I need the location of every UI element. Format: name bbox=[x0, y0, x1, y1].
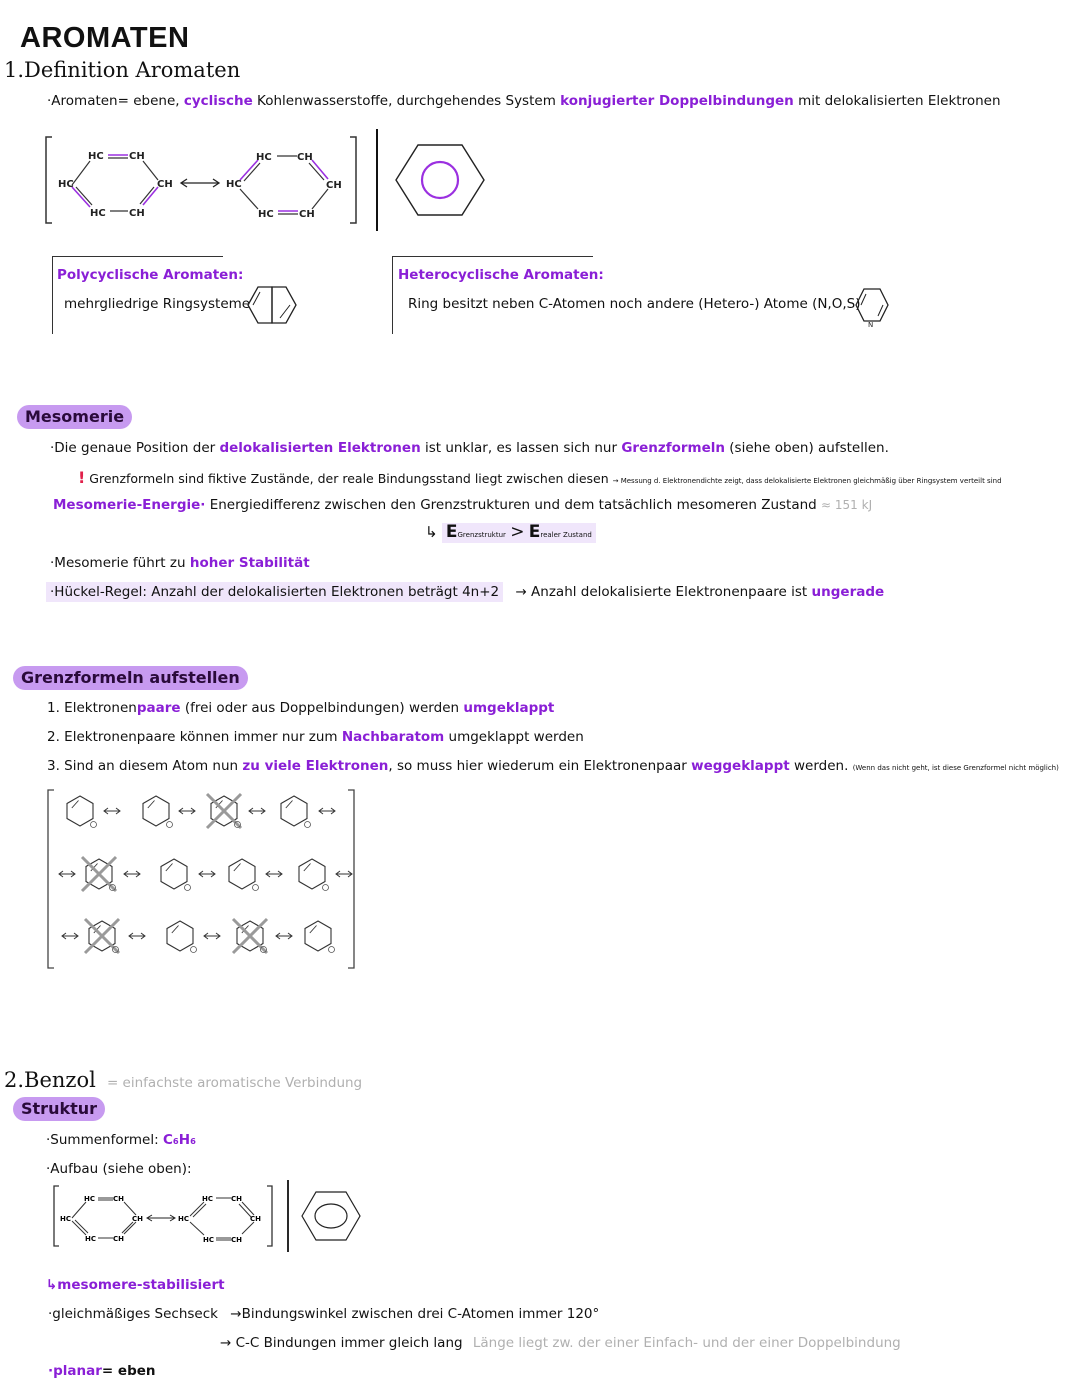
formula-e1: E bbox=[445, 522, 458, 542]
meso-l2: Grenzformeln sind fiktive Zustände, der reale Bindungsstand liegt zwischen diesen bbox=[89, 471, 609, 486]
six-a: ·gleichmäßiges Sechseck bbox=[48, 1306, 218, 1322]
resonance-structure-1-2 bbox=[143, 796, 169, 826]
g-s3-a: 3. Sind an diesem Atom nun bbox=[47, 758, 239, 774]
double-bond bbox=[234, 864, 241, 872]
struktur-pill: Struktur bbox=[13, 1097, 105, 1121]
atom-label-ch: CH bbox=[113, 1235, 124, 1243]
double-bond bbox=[304, 864, 311, 872]
resonance-structure-3-4 bbox=[305, 921, 331, 951]
bracket-right bbox=[350, 137, 356, 223]
grenz-step2 bbox=[47, 729, 584, 745]
charge-icon bbox=[91, 822, 97, 828]
energy-label: Mesomerie-Energie· bbox=[53, 497, 206, 513]
double-bond bbox=[172, 926, 179, 934]
benzene-icon bbox=[302, 1192, 360, 1240]
charge-icon bbox=[305, 822, 311, 828]
meso-l1-d: Grenzformeln bbox=[621, 440, 725, 456]
cc-note: Länge liegt zw. der einer Einfach- und der einer Doppelbindung bbox=[472, 1335, 901, 1351]
grenz-step3 bbox=[47, 758, 1059, 774]
meso-l1-b: delokalisierten Elektronen bbox=[219, 440, 421, 456]
atom-label-hc: HC bbox=[60, 1215, 71, 1223]
kekule-ring-1 bbox=[58, 151, 173, 219]
mesomerie-line1 bbox=[50, 440, 889, 456]
double-bond bbox=[310, 926, 317, 934]
resonance-structure-2-3 bbox=[229, 859, 255, 889]
benzene-icon bbox=[396, 145, 484, 215]
energy-formula bbox=[425, 522, 596, 542]
planar-b: = eben bbox=[101, 1363, 156, 1379]
double-bond bbox=[148, 801, 155, 809]
atom-label-ch: CH bbox=[113, 1195, 124, 1203]
section2-heading: 2.Benzol bbox=[4, 1068, 96, 1092]
planar-a: ·planar bbox=[48, 1363, 102, 1379]
formula-box bbox=[442, 523, 596, 543]
def-cyclic: cyclische bbox=[183, 93, 253, 109]
atom-label-hc: HC bbox=[203, 1236, 214, 1244]
resonance-structure-1-4 bbox=[281, 796, 307, 826]
resonance-structure-3-2 bbox=[167, 921, 193, 951]
g-s3-e: werden. bbox=[794, 758, 849, 774]
atom-label-ch: CH bbox=[297, 152, 313, 163]
g-s3-c: , so muss hier wiederum ein Elektronenpaar bbox=[388, 758, 687, 774]
grenz-step1 bbox=[47, 700, 554, 716]
bracket-left bbox=[46, 137, 52, 223]
charge-icon bbox=[191, 947, 197, 953]
resonance-structure-1-1 bbox=[67, 796, 93, 826]
g-s1-c: (frei oder aus Doppelbindungen) werden bbox=[184, 700, 460, 716]
sum-label: ·Summenformel: bbox=[46, 1132, 159, 1148]
atom-label-hc: HC bbox=[202, 1195, 213, 1203]
def-mid: Kohlenwasserstoffe, durchgehendes System bbox=[257, 93, 556, 109]
resonance-arrow bbox=[181, 179, 219, 187]
hueckel-arrow: → Anzahl delokalisierte Elektronenpaare ist bbox=[515, 584, 808, 600]
kekule-structures-bottom bbox=[50, 1178, 380, 1254]
formula-arrow: ↳ bbox=[425, 523, 438, 541]
atom-label-hc: HC bbox=[178, 1215, 189, 1223]
charge-icon bbox=[185, 885, 191, 891]
mesomerie-line2 bbox=[78, 468, 1002, 487]
page-title: AROMATEN bbox=[20, 22, 190, 54]
warning-mark: ! bbox=[78, 468, 86, 487]
atom-label-hc: HC bbox=[258, 209, 274, 220]
mesomerie-pill: Mesomerie bbox=[17, 405, 132, 429]
atom-label-ch: CH bbox=[231, 1195, 242, 1203]
kekule-structures-top bbox=[40, 125, 500, 235]
aufbau-line: ·Aufbau (siehe oben): bbox=[46, 1161, 192, 1177]
resonance-structure-2-4 bbox=[299, 859, 325, 889]
atom-label-ch: CH bbox=[132, 1215, 143, 1223]
hueckel-rule: ·Hückel-Regel: Anzahl der delokalisierten Elektronen beträgt 4n+2 bbox=[46, 582, 503, 602]
stability-line bbox=[50, 555, 310, 571]
g-s2-a: 2. Elektronenpaare können immer nur zum bbox=[47, 729, 338, 745]
cc-bond-line bbox=[220, 1335, 901, 1351]
hexagon-line bbox=[48, 1306, 599, 1322]
atom-label-hc: HC bbox=[85, 1235, 96, 1243]
atom-label-ch: CH bbox=[157, 179, 173, 190]
def-prefix: ·Aromaten= ebene, bbox=[47, 93, 180, 109]
six-b: →Bindungswinkel zwischen drei C-Atomen immer 120° bbox=[230, 1306, 600, 1322]
formula-gt: > bbox=[510, 522, 525, 542]
hueckel-odd: ungerade bbox=[811, 584, 885, 600]
meso-l1-a: ·Die genaue Position der bbox=[50, 440, 216, 456]
charge-icon bbox=[323, 885, 329, 891]
energy-text: Energiedifferenz zwischen den Grenzstrukturen und dem tatsächlich mesomeren Zustand bbox=[209, 497, 817, 513]
g-s2-b: Nachbaratom bbox=[341, 729, 445, 745]
charge-icon bbox=[329, 947, 335, 953]
atom-label-hc: HC bbox=[226, 179, 242, 190]
kekule-ring-2 bbox=[226, 152, 342, 220]
g-s1-d: umgeklappt bbox=[463, 700, 555, 716]
hueckel-line bbox=[46, 584, 884, 600]
section2-heading-row bbox=[4, 1068, 362, 1092]
formula-sub1: Grenzstruktur bbox=[457, 531, 506, 539]
formula-sub2: realer Zustand bbox=[540, 531, 592, 539]
meso-l1-e: (siehe oben) aufstellen. bbox=[729, 440, 889, 456]
atom-label-hc: HC bbox=[58, 179, 74, 190]
energy-value: ≈ 151 kJ bbox=[821, 498, 873, 512]
mesomer-stabilized: ↳mesomere-stabilisiert bbox=[46, 1277, 225, 1293]
g-s1-a: 1. Elektronen bbox=[47, 700, 137, 716]
def-suffix: mit delokalisierten Elektronen bbox=[798, 93, 1001, 109]
atom-label-hc: HC bbox=[90, 208, 106, 219]
g-s2-c: umgeklappt werden bbox=[448, 729, 584, 745]
double-bond bbox=[286, 801, 293, 809]
atom-label-hc: HC bbox=[256, 152, 272, 163]
stab-a: ·Mesomerie führt zu bbox=[50, 555, 186, 571]
stab-b: hoher Stabilität bbox=[189, 555, 310, 571]
g-s3-note: (Wenn das nicht geht, ist diese Grenzformel nicht möglich) bbox=[852, 764, 1059, 772]
double-bond bbox=[72, 801, 79, 809]
atom-label-hc: HC bbox=[84, 1195, 95, 1203]
atom-label-ch: CH bbox=[299, 209, 315, 220]
def-conjugated: konjugierter Doppelbindungen bbox=[560, 93, 794, 109]
grenzformeln-pill: Grenzformeln aufstellen bbox=[13, 666, 248, 690]
polycyclic-title: Polycyclische Aromaten: bbox=[57, 267, 244, 283]
pyridine-icon bbox=[852, 283, 892, 327]
resonance-structures-grid bbox=[44, 786, 364, 972]
atom-label-ch: CH bbox=[129, 151, 145, 162]
sum-value: C₆H₆ bbox=[162, 1132, 197, 1148]
atom-label-ch: CH bbox=[129, 208, 145, 219]
formula-e2: E bbox=[528, 522, 541, 542]
meso-l2-note: → Messung d. Elektronendichte zeigt, dass delokalisierte Elektronen gleichmäßig über Ringsystem verteilt sind bbox=[612, 477, 1002, 485]
pyridine-n-label: N bbox=[868, 321, 874, 329]
section1-heading: 1.Definition Aromaten bbox=[4, 58, 241, 82]
g-s3-b: zu viele Elektronen bbox=[242, 758, 389, 774]
atom-label-ch: CH bbox=[326, 180, 342, 191]
polycyclic-text: mehrgliedrige Ringsysteme bbox=[64, 296, 251, 312]
atom-label-hc: HC bbox=[88, 151, 104, 162]
planar-line bbox=[48, 1363, 156, 1379]
resonance-structure-2-2 bbox=[161, 859, 187, 889]
double-bond bbox=[166, 864, 173, 872]
charge-icon bbox=[167, 822, 173, 828]
atom-label-ch: CH bbox=[250, 1215, 261, 1223]
g-s3-d: weggeklappt bbox=[691, 758, 790, 774]
atom-label-ch: CH bbox=[231, 1236, 242, 1244]
section2-note: = einfachste aromatische Verbindung bbox=[106, 1075, 363, 1091]
mesomerie-energy-line bbox=[53, 497, 872, 513]
definition-line bbox=[47, 93, 1001, 109]
naphthalene-icon bbox=[244, 283, 304, 327]
charge-icon bbox=[253, 885, 259, 891]
meso-l1-c: ist unklar, es lassen sich nur bbox=[424, 440, 618, 456]
g-s1-b: paare bbox=[136, 700, 181, 716]
heterocyclic-title: Heterocyclische Aromaten: bbox=[398, 267, 604, 283]
cc-a: → C-C Bindungen immer gleich lang bbox=[220, 1335, 463, 1351]
heterocyclic-text: Ring besitzt neben C-Atomen noch andere (Hetero-) Atome (N,O,S) bbox=[408, 296, 861, 312]
summenformel-line bbox=[46, 1132, 196, 1148]
